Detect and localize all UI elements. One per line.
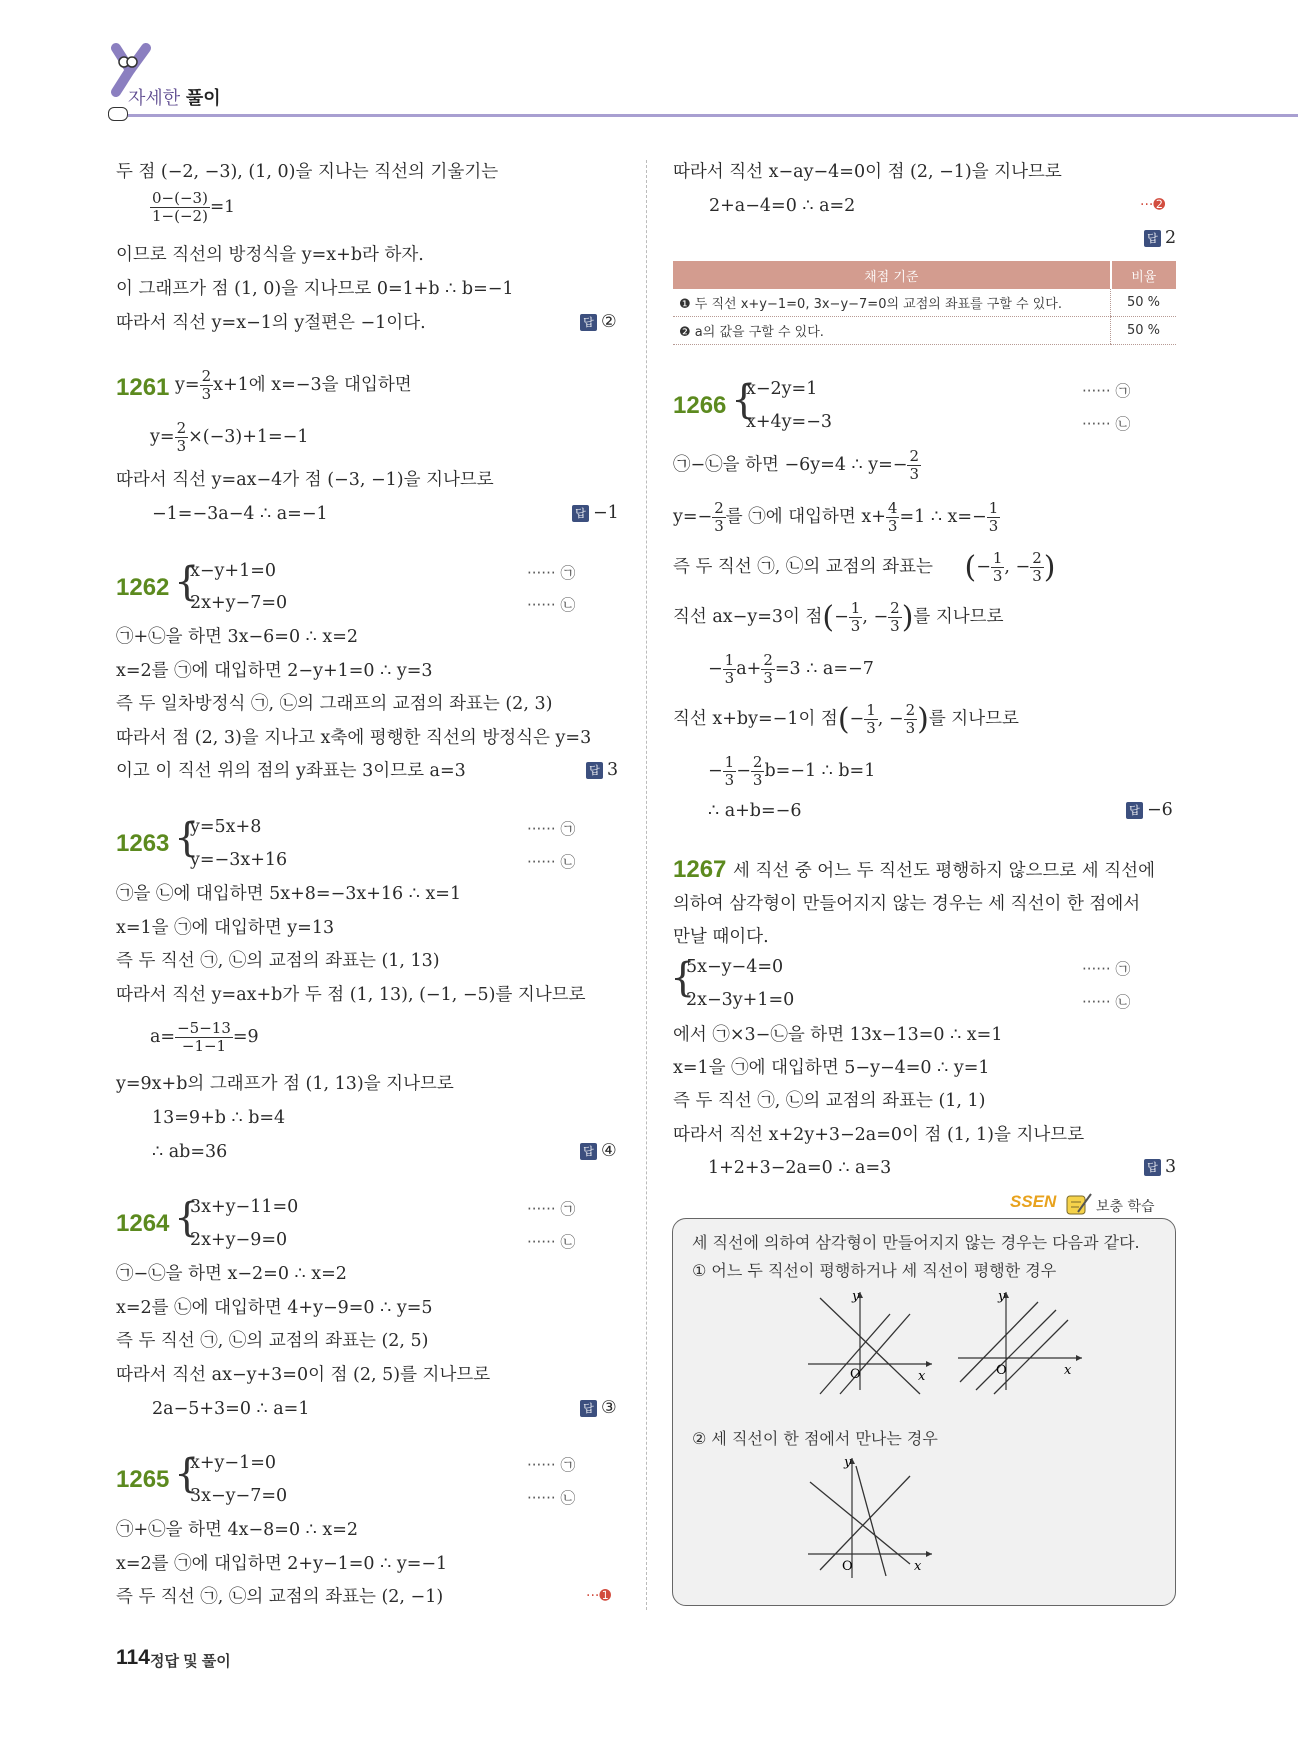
p1267-line5: x=1을 ㉠에 대입하면 5−y−4=0 ∴ y=1 [673,1058,990,1078]
p1263-line8: ∴ ab=36 [152,1142,228,1162]
answer-icon: 답 [1144,230,1161,247]
supplement-text2: ① 어느 두 직선이 평행하거나 세 직선이 평행한 경우 [692,1261,1057,1280]
p1267-mark2: ······ ㉡ [1082,993,1131,1011]
p1263-frac-num: −5−13 [177,1019,231,1037]
footer-page-number: 114 [116,1646,150,1669]
p1263-eq2: y=−3x+16 [190,850,288,870]
graph3-origin: O [842,1559,853,1574]
p1266-frac-num: 1 [866,701,876,719]
p1262-answer-value: 3 [607,760,619,780]
p1266-mark1: ······ ㉠ [1082,382,1131,400]
p1266-l2c: =1 ∴ x=− [899,507,987,527]
answer-icon: 답 [1144,1159,1161,1176]
p1266-l4b: 를 지나므로 [913,607,1004,627]
p1267-number: 1267 [673,856,727,883]
p1266-frac-den: 3 [724,771,735,789]
p1262-line1: ㉠+㉡을 하면 3x−6=0 ∴ x=2 [116,627,359,647]
answer-icon: 답 [1126,802,1143,819]
p1266-frac-den: 3 [724,669,735,687]
p1260-line3: 이므로 직선의 방정식을 y=x+b라 하자. [116,245,424,265]
p1266-l7b: b=−1 ∴ b=1 [764,761,876,781]
p1260-frac-num: 0−(−3) [152,189,208,207]
p1266-eq2: x+4y=−3 [746,412,833,432]
p1266-answer [1126,800,1173,820]
p1266-line7: − $\frac{1}{3}$ − $\frac{2}{3}$ b=−1 ∴ b=1 [708,753,876,789]
p1263-answer-value: ④ [601,1141,617,1161]
p1265-line2: x=2를 ㉠에 대입하면 2+y−1=0 ∴ y=−1 [116,1554,448,1574]
p1265-eq1: x+y−1=0 [190,1453,277,1473]
criteria-row2-ratio: 50 % [1111,317,1176,345]
p1267-line8: 1+2+3−2a=0 ∴ a=3 [708,1158,892,1178]
graph-two-parallel [800,1286,940,1396]
criteria-row [673,317,1176,345]
p1265-right-line1: 따라서 직선 x−ay−4=0이 점 (2, −1)을 지나므로 [673,162,1062,182]
p1262-line4: 따라서 점 (2, 3)을 지나고 x축에 평행한 직선의 방정식은 y=3 [116,728,592,748]
p1267-eq1: 5x−y−4=0 [686,957,784,977]
p1264-line1: ㉠−㉡을 하면 x−2=0 ∴ x=2 [116,1264,347,1284]
p1261-number: 1261 [116,374,170,401]
p1262-eq1: x−y+1=0 [190,561,277,581]
p1262-mark2: ······ ㉡ [527,596,576,614]
graph3-axis-y: y [844,1455,852,1470]
graph2-axis-x: x [1064,1363,1072,1378]
p1266-frac-num: 2 [763,651,773,669]
graph2-origin: O [996,1363,1007,1378]
p1262-line2: x=2를 ㉠에 대입하면 2−y+1=0 ∴ y=3 [116,661,433,681]
p1265-right-line2: 2+a−4=0 ∴ a=2 [709,196,856,216]
p1266-l6a: 직선 x+by=−1이 점 [673,709,838,729]
p1260-line4: 이 그래프가 점 (1, 0)을 지나므로 0=1+b ∴ b=−1 [116,279,514,299]
p1266-line2 [673,500,1000,535]
criteria-row1-ratio: 50 % [1111,289,1176,317]
p1263-number: 1263 [116,830,170,857]
header-bee-icon [108,107,128,121]
p1266-l2a: y=− [673,507,713,527]
p1263-fr: =9 [232,1027,259,1047]
p1263-line6: y=9x+b의 그래프가 점 (1, 13)을 지나므로 [116,1074,454,1094]
graph-three-parallel [950,1286,1090,1396]
p1265-answer [1144,228,1176,248]
p1266-frac-den: 3 [988,517,999,535]
p1263-fraction-line [150,1020,259,1055]
p1263-line7: 13=9+b ∴ b=4 [152,1108,286,1128]
p1266-frac-den: 3 [763,669,773,687]
p1263-mark2: ······ ㉡ [527,853,576,871]
p1261-line4: −1=−3a−4 ∴ a=−1 [152,504,328,524]
p1266-brace: { [731,377,757,423]
answer-icon: 답 [580,314,597,331]
graph2-axis-y: y [998,1289,1006,1304]
p1261-answer [572,503,619,523]
graph1-origin: O [850,1367,861,1382]
footer-label: 정답 및 풀이 [150,1653,231,1670]
p1266-line3: 즉 두 직선 ㉠, ㉡의 교점의 좌표는 (− $\frac{1}{3}$ , − $\frac{2}{3}$ ) [673,549,1056,585]
p1267-line6: 즉 두 직선 ㉠, ㉡의 교점의 좌표는 (1, 1) [673,1091,986,1111]
p1266-line4: 직선 ax−y=3이 점(− $\frac{1}{3}$ , − $\frac{2}{3}$ )를 지나므로 [673,599,1004,635]
p1260-answer [580,312,617,332]
p1263-line2: x=1을 ㉠에 대입하면 y=13 [116,918,335,938]
criteria-row [673,289,1176,317]
p1266-frac-num: 2 [752,753,763,771]
p1266-l3: 즉 두 직선 ㉠, ㉡의 교점의 좌표는 [673,557,933,577]
p1260-frac-result: =1 [209,197,235,217]
p1266-frac-num: 4 [887,499,898,517]
p1264-eq2: 2x+y−9=0 [190,1230,288,1250]
p1264-line4: 따라서 직선 ax−y+3=0이 점 (2, 5)를 지나므로 [116,1365,491,1385]
p1267-eq2: 2x−3y+1=0 [686,990,795,1010]
supplement-label [1096,1196,1155,1216]
answer-icon: 답 [572,505,589,522]
header-title-main: 풀이 [185,88,221,109]
p1265-line1: ㉠+㉡을 하면 4x−8=0 ∴ x=2 [116,1520,359,1540]
supplement-text3: ② 세 직선이 한 점에서 만나는 경우 [692,1429,938,1448]
p1266-l1: ㉠−㉡을 하면 −6y=4 ∴ y=− [673,455,908,475]
p1266-l6b: 를 지나므로 [928,709,1019,729]
p1264-answer-value: ③ [601,1398,617,1418]
criteria-header-ratio: 비율 [1111,261,1176,289]
p1263-mark1: ······ ㉠ [527,820,576,838]
p1262-mark1: ······ ㉠ [527,564,576,582]
p1263-answer [580,1141,617,1161]
graph3-axis-x: x [914,1559,922,1574]
p1265-mark2: ······ ㉡ [527,1489,576,1507]
p1264-mark1: ······ ㉠ [527,1200,576,1218]
p1267-line3: 만날 때이다. [673,927,769,947]
p1266-frac-num: 1 [724,753,735,771]
p1265-eq2: 3x−y−7=0 [190,1486,288,1506]
header-rule [128,114,1298,117]
p1262-eq2: 2x+y−7=0 [190,593,288,613]
header-title [128,84,221,110]
answer-icon: 답 [586,762,603,779]
p1266-frac-den: 3 [866,719,876,737]
grading-criteria-table [673,261,1176,345]
p1261-line2 [150,420,308,455]
p1267-mark1: ······ ㉠ [1082,960,1131,978]
p1267-line4: 에서 ㉠×3−㉡을 하면 13x−13=0 ∴ x=1 [673,1025,1003,1045]
criteria-row1-text: ❶ 두 직선 x+y−1=0, 3x−y−7=0의 교점의 좌표를 구할 수 있다. [673,289,1111,317]
p1266-frac-den: 3 [714,517,724,535]
header-title-prefix: 자세한 [128,88,181,109]
p1265-step1-marker: ···➊ [586,1588,612,1604]
p1264-answer [580,1398,617,1418]
p1263-line4: 따라서 직선 y=ax+b가 두 점 (1, 13), (−1, −5)를 지나므로 [116,985,586,1005]
p1266-line5: − $\frac{1}{3}$ a+ $\frac{2}{3}$ =3 ∴ a=−7 [708,651,874,687]
p1261-l2b: ×(−3)+1=−1 [188,427,309,447]
criteria-header-label: 채점 기준 [673,261,1111,289]
p1267-line2: 의하여 삼각형이 만들어지지 않는 경우는 세 직선이 한 점에서 [673,894,1141,914]
p1266-frac-den: 3 [909,465,920,483]
answer-icon: 답 [580,1143,597,1160]
p1260-frac-den: 1−(−2) [152,207,208,225]
p1261-l2a: y= [150,427,175,447]
supplement-brand: SSEN [1010,1192,1057,1211]
p1264-eq1: 3x+y−11=0 [190,1197,299,1217]
p1266-line8: ∴ a+b=−6 [708,801,802,821]
p1266-line6: 직선 x+by=−1이 점(− $\frac{1}{3}$ , − $\frac{2}{3}$ )를 지나므로 [673,701,1019,737]
p1263-line3: 즉 두 직선 ㉠, ㉡의 교점의 좌표는 (1, 13) [116,951,440,971]
p1266-eq1: x−2y=1 [746,379,818,399]
p1260-fraction [150,190,235,225]
p1266-frac-num: 2 [1032,549,1042,567]
p1265-brace: { [174,1451,200,1497]
supplement-text1: 세 직선에 의하여 삼각형이 만들어지지 않는 경우는 다음과 같다. [692,1233,1140,1252]
p1261-line1: y= $\frac{2}{3}$ x+1에 x=−3을 대입하면 [175,367,412,403]
p1265-line3: 즉 두 직선 ㉠, ㉡의 교점의 좌표는 (2, −1) [116,1587,444,1607]
p1263-frac-den: −1−1 [181,1037,227,1055]
p1266-frac-den: 3 [992,567,1003,585]
p1266-frac-num: 2 [909,447,920,465]
p1266-frac-num: 1 [850,599,861,617]
p1266-frac-num: 2 [714,499,724,517]
p1266-frac-den: 3 [905,719,916,737]
p1266-frac-den: 3 [1032,567,1042,585]
p1266-frac-num: 1 [988,499,999,517]
p1265-mark1: ······ ㉠ [527,1456,576,1474]
p1266-line1 [673,448,921,483]
p1267-answer-value: 3 [1165,1157,1177,1177]
p1267-line1: 세 직선 중 어느 두 직선도 평행하지 않으므로 세 직선에 [733,861,1155,881]
criteria-row2-text: ❷ a의 값을 구할 수 있다. [673,317,1111,345]
p1266-frac-den: 3 [752,771,763,789]
p1262-number: 1262 [116,574,170,601]
p1260-answer-value: ② [601,312,617,332]
p1267-line7: 따라서 직선 x+2y+3−2a=0이 점 (1, 1)을 지나므로 [673,1125,1085,1145]
p1264-line5: 2a−5+3=0 ∴ a=1 [152,1399,310,1419]
p1266-frac-num: 1 [724,651,735,669]
p1263-brace: { [174,815,200,861]
p1263-fa: a= [150,1027,176,1047]
p1266-answer-value: −6 [1147,800,1173,820]
p1266-frac-num: 2 [890,599,900,617]
p1266-frac-den: 3 [850,617,861,635]
p1266-mark2: ······ ㉡ [1082,415,1131,433]
p1262-brace: { [174,559,200,605]
p1266-l2b: 를 ㉠에 대입하면 x+ [725,507,886,527]
p1260-line5: 따라서 직선 y=x−1의 y절편은 −1이다. [116,313,426,333]
p1264-brace: { [174,1195,200,1241]
p1262-line5: 이고 이 직선 위의 점의 y좌표는 3이므로 a=3 [116,761,466,781]
p1266-frac-num: 1 [992,549,1003,567]
p1261-f1-num: 2 [201,367,212,385]
p1263-eq1: y=5x+8 [190,817,262,837]
p1265-step2-marker: ···➋ [1140,197,1166,213]
column-divider [646,160,647,1610]
graph1-axis-x: x [918,1369,926,1384]
p1266-number: 1266 [673,392,727,419]
pencil-note-icon [1064,1190,1094,1218]
p1266-l4a: 직선 ax−y=3이 점 [673,607,823,627]
graph1-axis-y: y [852,1289,860,1304]
p1261-line3: 따라서 직선 y=ax−4가 점 (−3, −1)을 지나므로 [116,470,494,490]
p1266-l5b: a+ [736,659,762,679]
p1264-line2: x=2를 ㉡에 대입하면 4+y−9=0 ∴ y=5 [116,1298,433,1318]
p1265-number: 1265 [116,1466,170,1493]
p1261-answer-value: −1 [593,503,619,523]
p1262-line3: 즉 두 일차방정식 ㉠, ㉡의 그래프의 교점의 좌표는 (2, 3) [116,694,553,714]
p1261-f2-den: 3 [176,437,187,455]
p1265-answer-value: 2 [1165,228,1177,248]
supplement-label-text: 보충 학습 [1096,1199,1155,1215]
answer-icon: 답 [580,1400,597,1417]
p1264-mark2: ······ ㉡ [527,1233,576,1251]
p1264-line3: 즉 두 직선 ㉠, ㉡의 교점의 좌표는 (2, 5) [116,1331,429,1351]
p1260-line1: 두 점 (−2, −3), (1, 0)을 지나는 직선의 기울기는 [116,162,499,182]
p1264-number: 1264 [116,1210,170,1237]
p1267-brace: { [670,955,696,1001]
p1266-l5c: =3 ∴ a=−7 [774,659,874,679]
p1262-answer [586,760,618,780]
p1261-f1-den: 3 [201,385,212,403]
p1266-frac-den: 3 [890,617,900,635]
p1263-line1: ㉠을 ㉡에 대입하면 5x+8=−3x+16 ∴ x=1 [116,884,462,904]
graph-concurrent-lines [800,1452,940,1582]
p1266-frac-den: 3 [887,517,898,535]
p1267-answer [1144,1157,1176,1177]
p1266-frac-num: 2 [905,701,916,719]
p1261-f2-num: 2 [176,419,187,437]
